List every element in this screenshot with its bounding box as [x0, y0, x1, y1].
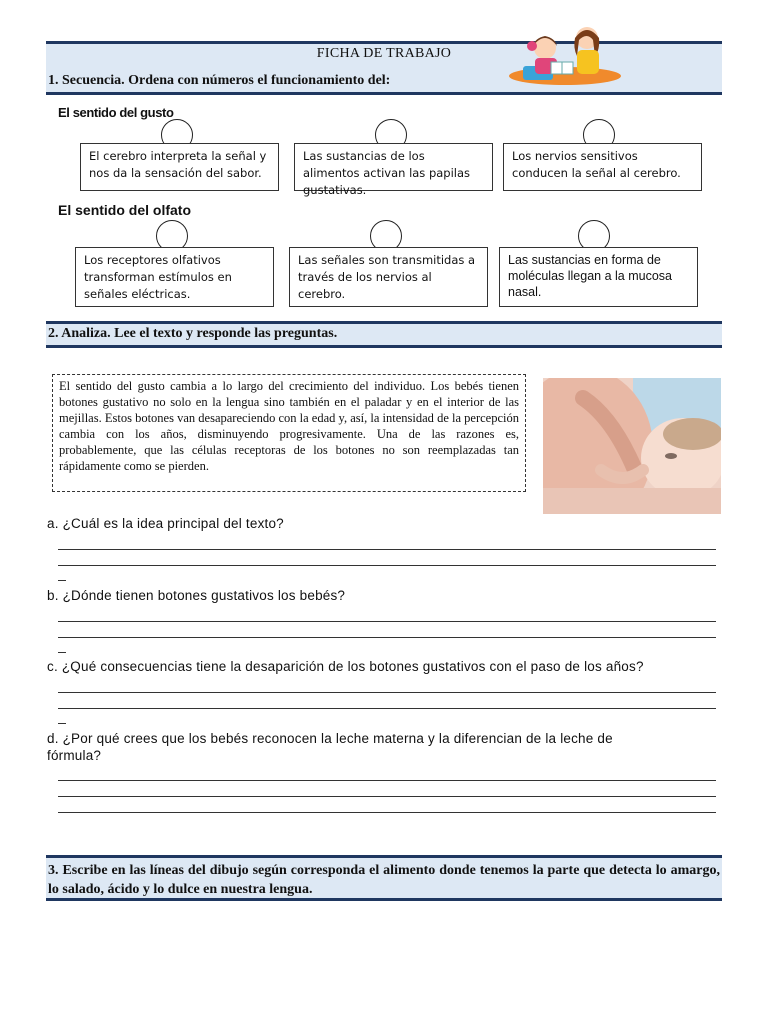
answer-line[interactable] — [58, 796, 716, 797]
baby-breastfeeding-photo — [543, 378, 721, 514]
section-2-heading: 2. Analiza. Lee el texto y responde las preguntas. — [48, 326, 338, 341]
answer-line[interactable] — [58, 708, 716, 709]
olfato-step-box: Las sustancias en forma de moléculas llegan a la mucosa nasal. — [499, 247, 698, 307]
section-2-header — [46, 321, 722, 348]
section-1-heading: 1. Secuencia. Ordena con números el funcionamiento del: — [48, 73, 391, 88]
answer-line[interactable] — [58, 621, 716, 622]
gusto-step-box: Las sustancias de los alimentos activan las papilas gustativas. — [294, 143, 493, 191]
gusto-step-box: Los nervios sensitivos conducen la señal al cerebro. — [503, 143, 702, 191]
answer-line — [58, 580, 66, 581]
question-c: c. ¿Qué consecuencias tiene la desaparición de los botones gustativos con el paso de los años? — [47, 659, 644, 674]
gusto-title: El sentido del gusto — [58, 105, 174, 120]
answer-line[interactable] — [58, 565, 716, 566]
answer-line[interactable] — [58, 812, 716, 813]
olfato-step-box: Los receptores olfativos transforman estímulos en señales eléctricas. — [75, 247, 274, 307]
olfato-step-box: Las señales son transmitidas a través de los nervios al cerebro. — [289, 247, 488, 307]
answer-line[interactable] — [58, 780, 716, 781]
section-3-heading: 3. Escribe en las líneas del dibujo según corresponda el alimento donde tenemos la parte que detecta lo amargo, lo salado, ácido y lo dulce en nuestra lengua. — [48, 863, 720, 897]
answer-line — [58, 723, 66, 724]
gusto-step-box: El cerebro interpreta la señal y nos da la sensación del sabor. — [80, 143, 279, 191]
children-reading-illustration — [505, 20, 625, 90]
answer-line — [58, 652, 66, 653]
page-title: FICHA DE TRABAJO — [316, 46, 452, 61]
answer-line[interactable] — [58, 549, 716, 550]
question-a: a. ¿Cuál es la idea principal del texto? — [47, 516, 284, 531]
question-b: b. ¿Dónde tienen botones gustativos los bebés? — [47, 588, 346, 603]
answer-line[interactable] — [58, 692, 716, 693]
question-d: d. ¿Por qué crees que los bebés reconocen la leche materna y la diferencian de la leche de fórmula? — [47, 731, 613, 763]
reading-text: El sentido del gusto cambia a lo largo del crecimiento del individuo. Los bebés tienen botones gustativo no solo en la lengua sino también en el paladar y en el interior de las mejillas. Estos botones van desapareciendo con la edad y, así, la intensidad de la percepción cambia con los años, disminuyendo progresivamente. Una de las razones es, probablemente, que las células receptoras de los botones no son reemplazadas tan rápidamente como se pierden. — [52, 374, 526, 492]
answer-line[interactable] — [58, 637, 716, 638]
section-3-header — [46, 855, 722, 901]
olfato-title: El sentido del olfato — [58, 202, 192, 218]
